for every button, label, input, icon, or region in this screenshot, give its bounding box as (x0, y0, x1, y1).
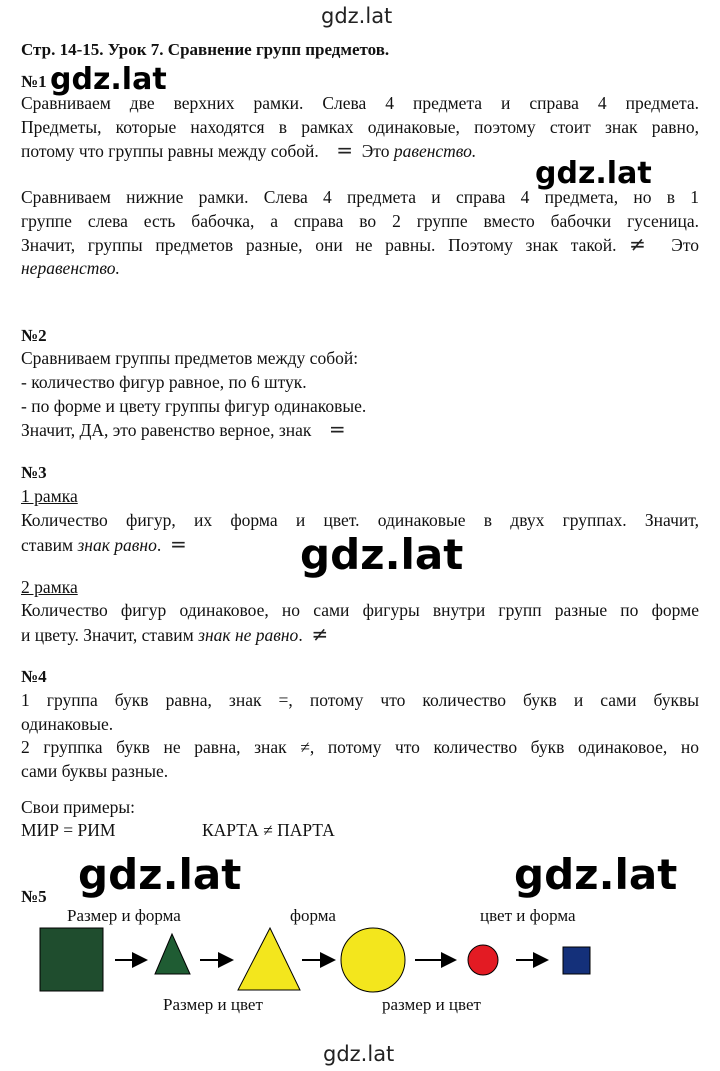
watermark: gdz.lat (300, 530, 464, 579)
not-equal-sign: ≠ (629, 232, 646, 256)
frame2-text (21, 599, 699, 646)
task2-number: №2 (21, 326, 47, 345)
examples-heading: Свои примеры: (21, 797, 135, 817)
frame1-heading: 1 рамка (21, 486, 78, 506)
small-green-triangle (155, 934, 190, 974)
task4-number: №4 (21, 667, 47, 686)
text-line: 2 группка букв не равна, знак ≠, потому что количество букв одинаковое, но (21, 737, 699, 757)
watermark: gdz.lat (514, 850, 678, 899)
big-yellow-triangle (238, 928, 300, 990)
text-line: Значит, ДА, это равенство верное, знак = (21, 417, 346, 441)
equals-sign: = (328, 417, 346, 441)
text-line: Сравниваем нижние рамки. Слева 4 предмета и справа 4 предмета, но в 1 (21, 187, 699, 207)
text-line: Значит, группы предметов разные, они не равны. Поэтому знак такой. ≠ Это (21, 232, 699, 256)
text-line: Сравниваем группы предметов между собой: (21, 348, 359, 368)
text-line: неравенство. (21, 257, 120, 278)
text-line: - по форме и цвету группы фигур одинаковые. (21, 396, 367, 416)
example-2: КАРТА ≠ ПАРТА (202, 820, 335, 840)
big-green-square (40, 928, 103, 991)
text-line: группе слева есть бабочка, а справа во 2 группе вместо бабочки гусеница. (21, 210, 699, 231)
big-yellow-circle (341, 928, 405, 992)
label-size-shape: Размер и форма (67, 906, 181, 925)
equals-sign: = (169, 531, 187, 556)
small-red-circle (468, 945, 498, 975)
text-line: Количество фигур, их форма и цвет. одинаковые в двух группах. Значит, (21, 510, 699, 530)
label-size-color-2: размер и цвет (382, 995, 481, 1014)
watermark: gdz.lat (50, 62, 167, 97)
label-size-color: Размер и цвет (163, 995, 263, 1014)
equals-sign: = (336, 138, 353, 162)
text-line: Количество фигур одинаковое, но сами фигуры внутри групп разные по форме (21, 600, 699, 620)
task3-number: №3 (21, 463, 47, 482)
frame1-text (21, 509, 699, 556)
label-shape: форма (290, 906, 336, 925)
text-line: сами буквы разные. (21, 760, 169, 781)
task5-number: №5 (21, 887, 47, 906)
text-line: Сравниваем две верхних рамки. Слева 4 предмета и справа 4 предмета. (21, 93, 699, 113)
text-line: 1 группа букв равна, знак =, потому что количество букв и сами буквы (21, 690, 699, 710)
shape-sequence (0, 920, 720, 1000)
small-blue-square (563, 947, 590, 974)
text-line: ставим знак равно. = (21, 531, 187, 556)
text-line: - количество фигур равное, по 6 штук. (21, 372, 307, 392)
watermark-top: gdz.lat (321, 4, 393, 28)
watermark-bottom: gdz.lat (323, 1042, 395, 1066)
example-1: МИР = РИМ (21, 820, 116, 840)
text-line: потому что группы равны между собой. = Это равенство. (21, 138, 477, 162)
text-line: одинаковые. (21, 713, 114, 734)
task4-text (21, 689, 699, 783)
task1-number: №1 (21, 72, 47, 91)
task1-paragraph1 (21, 92, 699, 163)
label-color-shape: цвет и форма (480, 906, 576, 925)
watermark: gdz.lat (78, 850, 242, 899)
task1-paragraph2 (21, 186, 699, 280)
not-equal-sign: ≠ (311, 621, 329, 646)
frame2-heading: 2 рамка (21, 577, 78, 597)
page-title: Стр. 14-15. Урок 7. Сравнение групп предметов. (21, 40, 390, 59)
watermark: gdz.lat (535, 156, 652, 191)
text-line: Предметы, которые находятся в рамках одинаковые, поэтому стоит знак равно, (21, 116, 699, 137)
text-line: и цвету. Значит, ставим знак не равно. ≠ (21, 621, 329, 646)
